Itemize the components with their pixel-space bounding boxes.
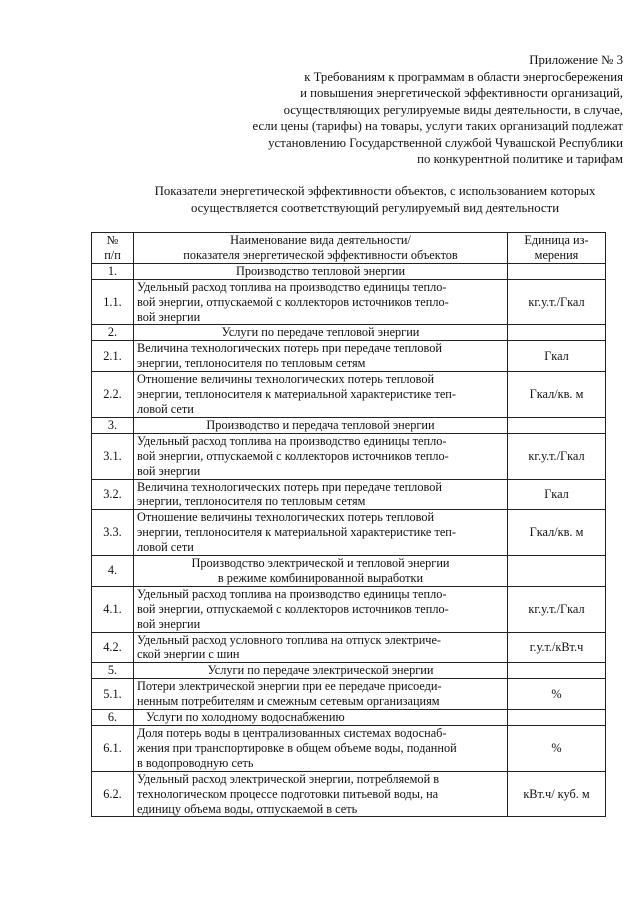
- table-row: [92, 279, 606, 325]
- row-unit-cell: [508, 710, 606, 726]
- row-number-cell: 4.1.: [92, 586, 134, 632]
- table-row: [92, 433, 606, 479]
- row-name-line: Удельный расход топлива на производство единицы тепло-: [137, 586, 447, 601]
- header-name-line: Наименование вида деятельности/: [230, 233, 411, 247]
- row-name-line: Доля потерь воды в централизованных системах водоснаб-: [137, 726, 447, 740]
- row-name-cell: [134, 325, 508, 341]
- row-name-line: вой энергии: [137, 463, 201, 478]
- table-row: [92, 771, 606, 817]
- indicators-table: [91, 232, 606, 817]
- row-number-cell: 3.3.: [92, 510, 134, 556]
- table-row: [92, 726, 606, 772]
- row-name-line: вой энергии, отпускаемой с коллекторов источников тепло-: [137, 601, 449, 616]
- row-name-line: вой энергии: [137, 309, 201, 324]
- row-name-line: Величина технологических потерь при передаче тепловой: [137, 479, 442, 494]
- row-unit-cell: [508, 417, 606, 433]
- header-num-line: п/п: [104, 247, 121, 262]
- appendix-line: установлению Государственной службой Чувашской Республики: [268, 135, 623, 150]
- row-name-line: ловой сети: [137, 540, 194, 555]
- row-name-line: Удельный расход топлива на производство единицы тепло-: [137, 279, 447, 294]
- table-row: [92, 679, 606, 710]
- row-name-line: Удельный расход электрической энергии, потребляемой в: [137, 771, 440, 786]
- row-number-cell: 2.2.: [92, 372, 134, 418]
- row-name-line: энергии, теплоносителя к материальной характеристике теп-: [137, 525, 456, 540]
- table-row: [92, 510, 606, 556]
- row-number-cell: 1.: [92, 263, 134, 279]
- table-body: [92, 263, 606, 817]
- header-unit-line: Единица из-: [524, 233, 589, 247]
- table-row: [92, 556, 606, 587]
- document-heading: [120, 183, 630, 216]
- row-number-cell: 3.2.: [92, 479, 134, 510]
- row-name-cell: [134, 341, 508, 372]
- row-unit-cell: Гкал/кв. м: [508, 372, 606, 418]
- row-name-cell: [134, 632, 508, 663]
- row-unit-cell: [508, 663, 606, 679]
- row-number-cell: 6.1.: [92, 726, 134, 772]
- row-unit-cell: [508, 325, 606, 341]
- row-name-cell: [134, 263, 508, 279]
- row-name-cell: [134, 417, 508, 433]
- row-name-line: единицу объема воды, отпускаемой в сеть: [137, 801, 358, 816]
- row-number-cell: 3.1.: [92, 433, 134, 479]
- row-name-cell: [134, 771, 508, 817]
- row-name-cell: [134, 556, 508, 587]
- appendix-line: Приложение № 3: [529, 53, 623, 67]
- row-name-line: Отношение величины технологических потерь тепловой: [137, 510, 435, 525]
- appendix-line: и повышения энергетической эффективности организаций,: [300, 86, 623, 100]
- row-name-line: ненным потребителям и смежным сетевым организациям: [137, 694, 440, 709]
- row-unit-cell: кВт.ч/ куб. м: [508, 771, 606, 817]
- row-name-line: жения при транспортировке в общем объеме воды, поданной: [137, 740, 457, 755]
- row-unit-cell: кг.у.т./Гкал: [508, 279, 606, 325]
- row-name-line: Производство электрической и тепловой энергии: [191, 556, 450, 571]
- row-name-cell: [134, 726, 508, 772]
- row-name-line: Удельный расход условного топлива на отпуск электриче-: [137, 632, 442, 647]
- row-unit-cell: кг.у.т./Гкал: [508, 433, 606, 479]
- row-name-line: в водопроводную сеть: [137, 755, 254, 770]
- row-name-cell: [134, 663, 508, 679]
- row-unit-cell: кг.у.т./Гкал: [508, 586, 606, 632]
- row-name-cell: [134, 433, 508, 479]
- row-name-line: энергии, теплоносителя по тепловым сетям: [137, 356, 366, 371]
- row-name-line: вой энергии, отпускаемой с коллекторов источников тепло-: [137, 448, 449, 463]
- row-unit-cell: %: [508, 679, 606, 710]
- table-row: [92, 710, 606, 726]
- header-unit-cell: [508, 233, 606, 264]
- row-unit-cell: Гкал: [508, 479, 606, 510]
- appendix-header: [203, 52, 623, 168]
- row-name-cell: [134, 586, 508, 632]
- row-name-line: Услуги по передаче электрической энергии: [207, 663, 434, 678]
- table-row: [92, 479, 606, 510]
- heading-line: Показатели энергетической эффективности объектов, с использованием которых: [154, 184, 596, 198]
- table-row: [92, 586, 606, 632]
- row-unit-cell: Гкал: [508, 341, 606, 372]
- header-num-line: №: [106, 233, 119, 247]
- row-name-line: ловой сети: [137, 401, 194, 416]
- table-header-row: [92, 233, 606, 264]
- row-name-cell: [134, 710, 508, 726]
- row-unit-cell: %: [508, 726, 606, 772]
- row-number-cell: 1.1.: [92, 279, 134, 325]
- row-unit-cell: [508, 556, 606, 587]
- row-unit-cell: Гкал/кв. м: [508, 510, 606, 556]
- header-num-cell: [92, 233, 134, 264]
- table-row: [92, 632, 606, 663]
- table-row: [92, 263, 606, 279]
- row-name-line: технологическом процессе подготовки питьевой воды, на: [137, 786, 439, 801]
- row-name-cell: [134, 372, 508, 418]
- row-name-line: в режиме комбинированной выработки: [217, 570, 424, 585]
- row-name-cell: [134, 510, 508, 556]
- row-number-cell: 6.: [92, 710, 134, 726]
- row-number-cell: 6.2.: [92, 771, 134, 817]
- table-row: [92, 417, 606, 433]
- appendix-line: к Требованиям к программам в области энергосбережения: [304, 69, 623, 84]
- header-name-line: показателя энергетической эффективности объектов: [183, 247, 458, 262]
- row-name-cell: [134, 279, 508, 325]
- appendix-line: осуществляющих регулируемые виды деятельности, в случае,: [283, 102, 623, 117]
- row-name-line: Производство и передача тепловой энергии: [206, 417, 435, 432]
- row-unit-cell: г.у.т./кВт.ч: [508, 632, 606, 663]
- heading-line: осуществляется соответствующий регулируемый вид деятельности: [190, 200, 560, 215]
- row-name-line: ской энергии с шин: [137, 647, 240, 662]
- row-name-line: энергии, теплоносителя к материальной характеристике теп-: [137, 387, 456, 402]
- row-number-cell: 2.1.: [92, 341, 134, 372]
- row-name-line: Услуги по холодному водоснабжению: [146, 710, 345, 725]
- table-row: [92, 372, 606, 418]
- table-row: [92, 663, 606, 679]
- row-name-line: Отношение величины технологических потерь тепловой: [137, 372, 435, 387]
- table-row: [92, 325, 606, 341]
- row-number-cell: 5.1.: [92, 679, 134, 710]
- row-unit-cell: [508, 263, 606, 279]
- appendix-line: по конкурентной политике и тарифам: [417, 152, 623, 166]
- row-name-line: Производство тепловой энергии: [235, 263, 406, 278]
- row-number-cell: 5.: [92, 663, 134, 679]
- row-number-cell: 4.: [92, 556, 134, 587]
- header-name-cell: [134, 233, 508, 264]
- row-name-line: Услуги по передаче тепловой энергии: [221, 325, 420, 340]
- row-name-line: Потери электрической энергии при ее передаче присоеди-: [137, 679, 442, 694]
- row-number-cell: 4.2.: [92, 632, 134, 663]
- table-row: [92, 341, 606, 372]
- row-name-line: вой энергии, отпускаемой с коллекторов источников тепло-: [137, 294, 449, 309]
- row-name-line: энергии, теплоносителя по тепловым сетям: [137, 494, 366, 509]
- row-number-cell: 3.: [92, 417, 134, 433]
- row-name-line: Удельный расход топлива на производство единицы тепло-: [137, 433, 447, 448]
- row-name-cell: [134, 679, 508, 710]
- row-name-cell: [134, 479, 508, 510]
- appendix-line: если цены (тарифы) на товары, услуги таких организаций подлежат: [252, 119, 623, 133]
- row-name-line: Величина технологических потерь при передаче тепловой: [137, 341, 442, 356]
- row-number-cell: 2.: [92, 325, 134, 341]
- header-unit-line: мерения: [534, 247, 579, 262]
- row-name-line: вой энергии: [137, 616, 201, 631]
